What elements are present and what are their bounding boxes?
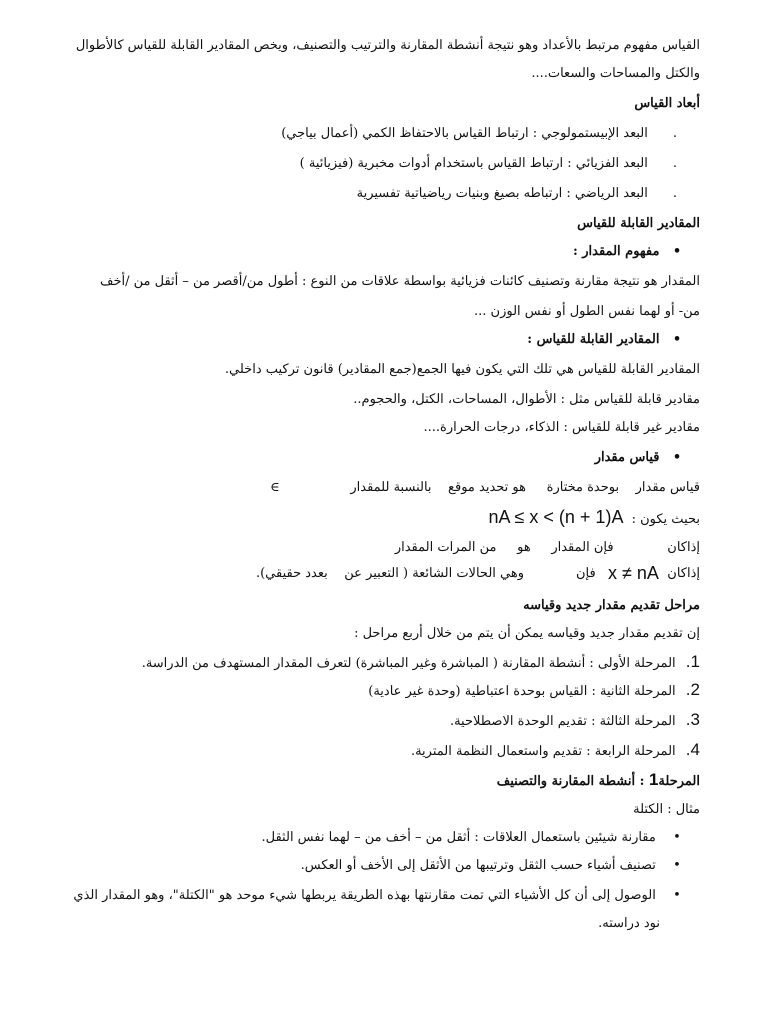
stage1-item-text: مقارنة شيئين باستعمال العلاقات : أثقل من – أخف من – لهما نفس الثقل. [261, 830, 656, 845]
stage-text: المرحلة الأولى : أنشطة المقارنة ( المباشرة وغير المباشرة) لتعرف المقدار المستهدف من الدراسة. [141, 656, 676, 671]
item-marker: . [672, 186, 678, 201]
concept-line-2: من- أو لهما نفس الطول أو نفس الوزن ... [474, 304, 700, 319]
dimension-text: البعد الإبيستمولوجي : ارتباط القياس بالاحتفاظ الكمي (أعمال بياجي) [281, 126, 648, 141]
bullet: • [672, 244, 682, 259]
stage1-title-text: : أنشطة المقارنة والتصنيف [496, 774, 649, 789]
stage1-number: 1 [648, 770, 659, 789]
stage1-prefix: المرحلة [658, 774, 700, 789]
if2-label: إذاكان [667, 566, 700, 581]
quantities-heading [527, 330, 684, 350]
examples-not-measurable: مقادير غير قابلة للقياس : الذكاء، درجات الحرارة.... [423, 420, 700, 435]
stage1-item-text: الوصول إلى أن كل الأشياء التي تمت مقارنتها بهذه الطريقة يربطها شيء موحد هو "الكتلة"، وهو المقدار الذي [73, 888, 656, 903]
then-label: فإن [576, 566, 596, 581]
stage-number: 2. [685, 680, 700, 699]
stage-text: المرحلة الثالثة : تقديم الوحدة الاصطلاحية. [449, 714, 676, 729]
stages-title: مراحل تقديم مقدار جديد وقياسه [523, 598, 700, 613]
concept-heading [573, 242, 684, 262]
intro-line-1: القياس مفهوم مرتبط بالأعداد وهو نتيجة أنشطة المقارنة والترتيب والتصنيف، ويخص المقادير القابلة للقياس كالأطوال [75, 38, 700, 53]
dimensions-title: أبعاد القياس [634, 96, 700, 111]
bullet: • [673, 830, 681, 845]
item-marker: . [672, 156, 678, 171]
dimension-text: البعد الرياضي : ارتباطه بصيغ وبنيات رياضياتية تفسيرية [356, 186, 648, 201]
stage-item [142, 652, 700, 674]
stage-item [411, 740, 700, 762]
stage-number: 1. [685, 652, 700, 671]
inequality-formula: nA ≤ x < (n + 1)A [488, 507, 624, 527]
concept-line-1: المقدار هو نتيجة مقارنة وتصنيف كائنات فزيائية بواسطة علاقات من النوع : أطول من/أقصر من – أثقل من /أخف [100, 274, 700, 289]
element-of-symbol: ∈ [270, 480, 280, 495]
examples-measurable: مقادير قابلة للقياس مثل : الأطوال، المساحات، الكتل، والحجوم.. [353, 392, 700, 407]
stage-number: 3. [685, 710, 700, 729]
stage-text: المرحلة الثانية : القياس بوحدة اعتباطية (وحدة غير عادية) [368, 684, 676, 699]
bullet: • [673, 888, 681, 903]
quantities-line: المقادير القابلة للقياس هي تلك التي يكون فيها الجمع(جمع المقادير) قانون تركيب داخلي. [224, 362, 700, 377]
item-marker: . [672, 126, 678, 141]
stage1-example: مثال : الكتلة [633, 802, 700, 817]
stage-item [368, 680, 700, 702]
dimension-text: البعد الفزيائي : ارتباط القياس باستخدام أدوات مخبرية (فيزيائية ) [299, 156, 648, 171]
stage1-item [73, 886, 684, 906]
stage1-item-continuation: نود دراسته. [598, 916, 660, 931]
stages-intro: إن تقديم مقدار جديد وقياسه يمكن أن يتم من خلال أربع مراحل : [354, 626, 700, 641]
dimension-item [357, 184, 684, 204]
dimension-item [281, 124, 684, 144]
bullet: • [672, 450, 682, 465]
if-line: إذاكان فإن المقدار هو من المرات المقدار [394, 540, 700, 555]
such-that-label: بحيث يكون : [631, 512, 700, 527]
stage-number: 4. [685, 740, 700, 759]
stage-item [450, 710, 700, 732]
measure-definition: قياس مقدار بوحدة مختارة هو تحديد موقع بالنسبة للمقدار [350, 480, 700, 495]
neq-formula: x ≠ nA [608, 563, 659, 583]
common-cases: وهي الحالات الشائعة ( التعبير عن بعدد حقيقي). [255, 566, 524, 581]
measurable-title: المقادير القابلة للقياس [577, 216, 700, 231]
measure-heading [595, 448, 684, 468]
bullet: • [672, 332, 682, 347]
bullet: • [673, 858, 681, 873]
such-that-row [489, 506, 701, 530]
stage1-item [262, 828, 685, 848]
stage-text: المرحلة الرابعة : تقديم واستعمال النظمة المترية. [410, 744, 676, 759]
concept-heading-text: مفهوم المقدار : [572, 244, 660, 259]
quantities-heading-text: المقادير القابلة للقياس : [527, 332, 660, 347]
intro-line-2: والكتل والمساحات والسعات.... [531, 66, 700, 81]
dimension-item [300, 154, 684, 174]
stage1-item-text: تصنيف أشياء حسب الثقل وترتيبها من الأثقل إلى الأخف أو العكس. [300, 858, 656, 873]
stage1-title [497, 770, 700, 792]
measure-heading-text: قياس مقدار [594, 450, 660, 465]
stage1-item [301, 856, 684, 876]
